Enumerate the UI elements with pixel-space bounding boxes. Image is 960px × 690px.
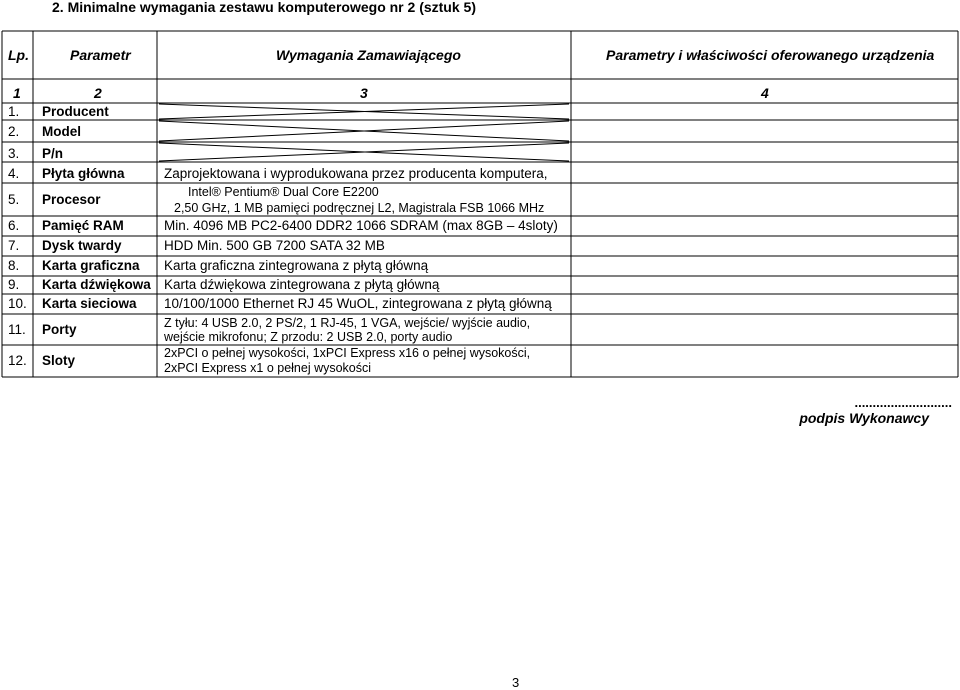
row-parameter: Producent bbox=[42, 104, 109, 119]
row-requirement: HDD Min. 500 GB 7200 SATA 32 MB bbox=[164, 238, 385, 253]
signature-dots: ........................... bbox=[854, 395, 952, 410]
signature-label: podpis Wykonawcy bbox=[799, 410, 929, 426]
header-wymagania: Wymagania Zamawiającego bbox=[276, 47, 461, 63]
column-number: 1 bbox=[13, 85, 21, 101]
header-parametry: Parametry i właściwości oferowanego urządzenia bbox=[606, 47, 935, 63]
page-number: 3 bbox=[512, 675, 520, 690]
row-parameter: Sloty bbox=[42, 353, 76, 368]
row-requirement: Z tyłu: 4 USB 2.0, 2 PS/2, 1 RJ-45, 1 VGA, wejście/ wyjście audio, bbox=[164, 316, 531, 330]
row-parameter: Płyta główna bbox=[42, 166, 125, 181]
row-requirement: 2xPCI o pełnej wysokości, 1xPCI Express x16 o pełnej wysokości, bbox=[164, 346, 531, 360]
row-lp: 4. bbox=[8, 166, 20, 181]
row-parameter: P/n bbox=[42, 146, 64, 161]
row-parameter: Karta sieciowa bbox=[42, 296, 137, 311]
row-lp: 1. bbox=[8, 104, 20, 119]
section-title: 2. Minimalne wymagania zestawu komputerowego nr 2 (sztuk 5) bbox=[52, 0, 476, 15]
row-requirement: 2,50 GHz, 1 MB pamięci podręcznej L2, Magistrala FSB 1066 MHz bbox=[174, 201, 545, 215]
row-requirement: Zaprojektowana i wyprodukowana przez producenta komputera, bbox=[164, 166, 548, 181]
row-parameter: Karta graficzna bbox=[42, 258, 140, 273]
row-parameter: Model bbox=[42, 124, 81, 139]
row-lp: 9. bbox=[8, 277, 20, 292]
row-requirement: Intel® Pentium® Dual Core E2200 bbox=[188, 185, 379, 199]
row-lp: 3. bbox=[8, 146, 20, 161]
row-lp: 8. bbox=[8, 258, 20, 273]
row-parameter: Procesor bbox=[42, 192, 101, 207]
header-lp: Lp. bbox=[8, 47, 29, 63]
row-parameter: Dysk twardy bbox=[42, 238, 122, 253]
row-parameter: Pamięć RAM bbox=[42, 218, 124, 233]
row-lp: 7. bbox=[8, 238, 20, 253]
row-lp: 2. bbox=[8, 124, 20, 139]
row-requirement: 10/100/1000 Ethernet RJ 45 WuOL, zintegrowana z płytą główną bbox=[164, 296, 552, 311]
row-lp: 6. bbox=[8, 218, 20, 233]
row-requirement: 2xPCI Express x1 o pełnej wysokości bbox=[164, 361, 372, 375]
row-requirement: wejście mikrofonu; Z przodu: 2 USB 2.0, porty audio bbox=[164, 330, 453, 344]
row-lp: 10. bbox=[8, 296, 27, 311]
row-requirement: Karta dźwiękowa zintegrowana z płytą główną bbox=[164, 277, 440, 292]
column-number: 2 bbox=[94, 85, 102, 101]
column-number: 3 bbox=[360, 85, 368, 101]
row-requirement: Karta graficzna zintegrowana z płytą główną bbox=[164, 258, 429, 273]
row-requirement: Min. 4096 MB PC2-6400 DDR2 1066 SDRAM (max 8GB – 4sloty) bbox=[164, 218, 558, 233]
column-number: 4 bbox=[761, 85, 769, 101]
row-lp: 11. bbox=[8, 322, 26, 337]
header-parametr: Parametr bbox=[70, 47, 131, 63]
row-lp: 12. bbox=[8, 353, 27, 368]
row-parameter: Karta dźwiękowa bbox=[42, 277, 151, 292]
row-parameter: Porty bbox=[42, 322, 77, 337]
row-lp: 5. bbox=[8, 192, 20, 207]
